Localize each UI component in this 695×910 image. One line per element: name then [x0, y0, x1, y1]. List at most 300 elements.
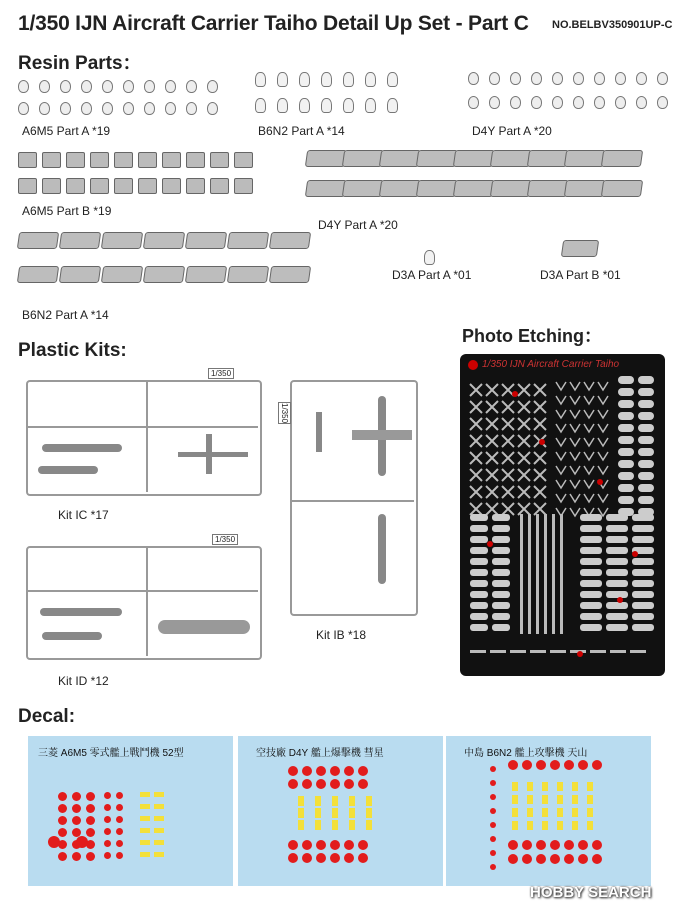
- resin-part: [365, 72, 376, 87]
- resin-part: [18, 178, 37, 194]
- decal-roundel: [116, 828, 123, 835]
- resin-part: [59, 266, 101, 283]
- decal-stripe: [298, 796, 304, 806]
- fret-part: [490, 650, 506, 653]
- resin-part: [207, 80, 218, 93]
- decal-roundel: [330, 779, 340, 789]
- fret-part: [584, 438, 594, 446]
- fret-part: [580, 569, 602, 576]
- fret-part: [617, 597, 623, 603]
- fret-part: [470, 650, 486, 653]
- fret-part: [580, 602, 602, 609]
- decal-roundel: [104, 804, 111, 811]
- decal-stripe: [154, 852, 164, 857]
- resin-part: [594, 72, 605, 85]
- fret-part: [584, 410, 594, 418]
- fret-part: [638, 460, 654, 468]
- resin-label-d3a-part-b: D3A Part B *01: [540, 268, 621, 282]
- fret-part: [534, 452, 546, 464]
- resin-part: [144, 80, 155, 93]
- decal-stripe: [542, 782, 548, 791]
- decal-stripe: [527, 821, 533, 830]
- resin-part: [564, 180, 606, 197]
- decal-roundel: [72, 852, 81, 861]
- fret-part: [518, 384, 530, 396]
- resin-part: [18, 80, 29, 93]
- fret-part: [470, 569, 488, 576]
- fret-part: [618, 448, 634, 456]
- resin-part: [165, 102, 176, 115]
- resin-part: [186, 178, 205, 194]
- fret-part: [550, 650, 566, 653]
- decal-stripe: [587, 808, 593, 817]
- resin-part: [66, 152, 85, 168]
- kit-ic-label: Kit IC *17: [58, 508, 109, 522]
- decal-title-d4y: 空技廠 D4Y 艦上爆擊機 彗星: [256, 748, 384, 759]
- decal-stripe: [512, 782, 518, 791]
- resin-part: [18, 102, 29, 115]
- decal-roundel: [302, 779, 312, 789]
- resin-part: [234, 178, 253, 194]
- fret-part: [618, 424, 634, 432]
- fret-part: [577, 651, 583, 657]
- fret-part: [580, 525, 602, 532]
- decal-roundel: [358, 766, 368, 776]
- decal-stripe: [512, 795, 518, 804]
- decal-roundel: [86, 816, 95, 825]
- resin-part: [227, 266, 269, 283]
- fret-part: [618, 484, 634, 492]
- resin-part: [636, 96, 647, 109]
- fret-part: [518, 486, 530, 498]
- decal-roundel: [58, 852, 67, 861]
- decal-stripe: [527, 808, 533, 817]
- fret-part: [598, 424, 608, 432]
- decal-roundel: [288, 840, 298, 850]
- resin-part: [114, 152, 133, 168]
- resin-part: [207, 102, 218, 115]
- decal-roundel: [58, 816, 67, 825]
- kit-ib-sprue-image: [280, 380, 418, 616]
- fret-part: [638, 436, 654, 444]
- decal-roundel: [330, 766, 340, 776]
- fret-part: [606, 525, 628, 532]
- decal-stripe: [315, 820, 321, 830]
- decal-roundel: [58, 804, 67, 813]
- resin-part: [59, 232, 101, 249]
- resin-part: [17, 266, 59, 283]
- decal-roundel: [578, 854, 588, 864]
- fret-part: [606, 580, 628, 587]
- decal-stripe: [140, 816, 150, 821]
- decal-roundel: [490, 780, 496, 786]
- fret-part: [570, 410, 580, 418]
- page-title: 1/350 IJN Aircraft Carrier Taiho Detail Up Set - Part C: [18, 12, 529, 35]
- fret-part: [470, 486, 482, 498]
- decal-stripe: [557, 782, 563, 791]
- resin-part: [531, 72, 542, 85]
- resin-a6m5-part-a-image: [18, 80, 228, 124]
- fret-part: [580, 547, 602, 554]
- resin-part: [162, 178, 181, 194]
- decal-roundel: [76, 836, 88, 848]
- decal-roundel: [344, 853, 354, 863]
- decal-stripe: [587, 821, 593, 830]
- decal-roundel: [316, 766, 326, 776]
- fret-part: [502, 401, 514, 413]
- fret-part: [570, 424, 580, 432]
- decal-roundel: [490, 794, 496, 800]
- decal-stripe: [587, 782, 593, 791]
- resin-part: [453, 150, 495, 167]
- resin-part: [101, 232, 143, 249]
- resin-label-a6m5-part-b: A6M5 Part B *19: [22, 204, 112, 218]
- resin-part: [379, 180, 421, 197]
- fret-part: [570, 382, 580, 390]
- resin-part: [255, 72, 266, 87]
- decal-roundel: [288, 853, 298, 863]
- fret-title: 1/350 IJN Aircraft Carrier Taiho: [482, 359, 620, 370]
- decal-stripe: [140, 828, 150, 833]
- fret-part: [580, 580, 602, 587]
- fret-part: [502, 503, 514, 515]
- resin-part: [490, 180, 532, 197]
- decal-title-b6n2: 中島 B6N2 艦上攻擊機 天山: [464, 748, 588, 759]
- resin-part: [531, 96, 542, 109]
- decal-roundel: [104, 840, 111, 847]
- fret-part: [580, 514, 602, 521]
- fret-part: [470, 613, 488, 620]
- resin-part: [564, 150, 606, 167]
- decal-roundel: [564, 854, 574, 864]
- decal-roundel: [578, 760, 588, 770]
- decal-roundel: [592, 840, 602, 850]
- decal-roundel: [72, 804, 81, 813]
- decal-stripe: [140, 804, 150, 809]
- kit-ib-scale-tab: 1/350: [280, 403, 289, 424]
- decal-roundel: [536, 854, 546, 864]
- resin-part: [489, 96, 500, 109]
- fret-part: [534, 401, 546, 413]
- decal-roundel: [490, 850, 496, 856]
- resin-part: [416, 150, 458, 167]
- fret-part: [470, 624, 488, 631]
- resin-part: [81, 80, 92, 93]
- decal-roundel: [508, 854, 518, 864]
- resin-part: [527, 180, 569, 197]
- decal-roundel: [58, 828, 67, 837]
- decal-roundel: [550, 854, 560, 864]
- fret-part: [470, 547, 488, 554]
- fret-part: [638, 496, 654, 504]
- decal-roundel: [302, 840, 312, 850]
- fret-part: [556, 466, 566, 474]
- fret-part: [534, 418, 546, 430]
- decal-stripe: [154, 804, 164, 809]
- decal-roundel: [48, 836, 60, 848]
- resin-part: [144, 102, 155, 115]
- decal-roundel: [522, 760, 532, 770]
- resin-part: [269, 266, 311, 283]
- product-code: NO.BELBV350901UP-C: [552, 19, 673, 31]
- fret-part: [632, 569, 654, 576]
- fret-part: [606, 613, 628, 620]
- resin-part: [102, 80, 113, 93]
- fret-part: [570, 466, 580, 474]
- fret-part: [470, 536, 488, 543]
- decal-stripe: [572, 821, 578, 830]
- fret-part: [486, 503, 498, 515]
- fret-part: [492, 613, 510, 620]
- decal-roundel: [578, 840, 588, 850]
- decal-roundel: [316, 779, 326, 789]
- resin-label-a6m5-part-a: A6M5 Part A *19: [22, 124, 111, 138]
- fret-part: [606, 514, 628, 521]
- fret-part: [486, 452, 498, 464]
- resin-part: [468, 72, 479, 85]
- resin-part: [90, 152, 109, 168]
- resin-part: [269, 232, 311, 249]
- decal-stripe: [587, 795, 593, 804]
- decal-roundel: [490, 766, 496, 772]
- resin-part: [299, 98, 310, 113]
- kit-ic-scale-tab: 1/350: [208, 368, 234, 379]
- fret-part: [580, 558, 602, 565]
- resin-part: [490, 150, 532, 167]
- fret-part: [560, 514, 563, 634]
- decal-roundel: [550, 760, 560, 770]
- fret-part: [556, 410, 566, 418]
- decal-stripe: [140, 792, 150, 797]
- resin-part: [277, 72, 288, 87]
- resin-part: [594, 96, 605, 109]
- kit-id-scale-tab: 1/350: [212, 534, 238, 545]
- resin-part: [66, 178, 85, 194]
- fret-part: [470, 580, 488, 587]
- resin-part: [162, 152, 181, 168]
- resin-part: [39, 102, 50, 115]
- resin-part: [60, 80, 71, 93]
- decal-roundel: [592, 854, 602, 864]
- resin-part: [299, 72, 310, 87]
- resin-part: [102, 102, 113, 115]
- fret-part: [492, 558, 510, 565]
- decal-roundel: [316, 853, 326, 863]
- decal-roundel: [490, 822, 496, 828]
- resin-part: [138, 152, 157, 168]
- fret-part: [606, 624, 628, 631]
- decal-stripe: [332, 808, 338, 818]
- fret-part: [618, 496, 634, 504]
- resin-part: [379, 150, 421, 167]
- fret-part: [570, 508, 580, 516]
- resin-label-b6n2-part-a: B6N2 Part A *14: [258, 124, 345, 138]
- decal-sheet-d4y: [238, 736, 443, 886]
- decal-roundel: [302, 853, 312, 863]
- decal-stripe: [315, 796, 321, 806]
- fret-part: [632, 536, 654, 543]
- decal-roundel: [358, 779, 368, 789]
- resin-b6n2-part-a-trays-image: [18, 232, 318, 294]
- fret-part: [556, 438, 566, 446]
- decal-roundel: [288, 766, 298, 776]
- decal-stripe: [512, 821, 518, 830]
- resin-part: [305, 180, 347, 197]
- resin-part: [210, 152, 229, 168]
- resin-part: [615, 96, 626, 109]
- photo-etching-heading: Photo Etching：: [462, 326, 602, 346]
- resin-part: [305, 150, 347, 167]
- fret-part: [552, 514, 555, 634]
- decal-roundel: [104, 828, 111, 835]
- resin-a6m5-part-b-image: [18, 152, 268, 198]
- fret-part: [470, 602, 488, 609]
- resin-part: [387, 98, 398, 113]
- fret-part: [580, 624, 602, 631]
- fret-part: [632, 558, 654, 565]
- fret-part: [606, 602, 628, 609]
- decal-stripe: [366, 808, 372, 818]
- decal-roundel: [490, 836, 496, 842]
- decal-sheet-b6n2: [446, 736, 651, 886]
- fret-part: [518, 401, 530, 413]
- fret-part: [492, 547, 510, 554]
- resin-part: [138, 178, 157, 194]
- fret-part: [598, 452, 608, 460]
- decal-roundel: [490, 808, 496, 814]
- decal-roundel: [86, 804, 95, 813]
- fret-part: [470, 503, 482, 515]
- resin-part: [321, 98, 332, 113]
- resin-part: [277, 98, 288, 113]
- fret-part: [470, 558, 488, 565]
- decal-stripe: [315, 808, 321, 818]
- resin-d4y-part-a-image: [468, 72, 673, 120]
- watermark: HOBBY SEARCH: [530, 884, 652, 901]
- decal-stripe: [557, 808, 563, 817]
- fret-part: [518, 418, 530, 430]
- resin-part: [186, 80, 197, 93]
- decal-roundel: [72, 816, 81, 825]
- decal-roundel: [86, 792, 95, 801]
- fret-part: [570, 452, 580, 460]
- fret-part: [630, 650, 646, 653]
- resin-part: [416, 180, 458, 197]
- resin-part: [234, 152, 253, 168]
- decal-stripe: [527, 782, 533, 791]
- fret-part: [606, 536, 628, 543]
- fret-part: [580, 613, 602, 620]
- fret-part: [618, 436, 634, 444]
- decal-sheet-a6m5: [28, 736, 233, 886]
- fret-part: [610, 650, 626, 653]
- decal-stripe: [557, 821, 563, 830]
- resin-part: [552, 72, 563, 85]
- fret-part: [584, 396, 594, 404]
- fret-part: [638, 448, 654, 456]
- decal-stripe: [154, 840, 164, 845]
- resin-part: [39, 80, 50, 93]
- fret-part: [638, 472, 654, 480]
- fret-part: [598, 494, 608, 502]
- fret-part: [502, 486, 514, 498]
- fret-part: [510, 650, 526, 653]
- fret-part: [556, 480, 566, 488]
- fret-part: [618, 400, 634, 408]
- fret-part: [584, 494, 594, 502]
- fret-part: [584, 424, 594, 432]
- fret-part: [492, 602, 510, 609]
- fret-part: [632, 580, 654, 587]
- resin-part: [552, 96, 563, 109]
- decal-roundel: [104, 792, 111, 799]
- resin-b6n2-part-a-image: [255, 72, 415, 124]
- decal-roundel: [358, 853, 368, 863]
- resin-label-d4y-part-a: D4Y Part A *20: [472, 124, 552, 138]
- decal-stripe: [349, 808, 355, 818]
- resin-d4y-part-a-trays-image: [306, 150, 666, 210]
- decal-stripe: [366, 796, 372, 806]
- decal-roundel: [536, 760, 546, 770]
- fret-part: [536, 514, 539, 634]
- resin-part: [342, 180, 384, 197]
- resin-part: [227, 232, 269, 249]
- fret-part: [492, 624, 510, 631]
- fret-part: [618, 460, 634, 468]
- resin-label-d3a-part-a: D3A Part A *01: [392, 268, 472, 282]
- kit-ib-label: Kit IB *18: [316, 628, 367, 642]
- fret-part: [486, 401, 498, 413]
- resin-part: [343, 72, 354, 87]
- photo-etching-fret-image: [460, 354, 665, 676]
- resin-part: [343, 98, 354, 113]
- resin-part: [615, 72, 626, 85]
- plastic-kits-heading: Plastic Kits:: [18, 340, 127, 361]
- fret-part: [470, 591, 488, 598]
- resin-part: [60, 102, 71, 115]
- fret-part: [486, 384, 498, 396]
- resin-parts-heading: Resin Parts：: [18, 53, 142, 74]
- decal-roundel: [508, 840, 518, 850]
- decal-stripe: [542, 795, 548, 804]
- fret-part: [556, 382, 566, 390]
- fret-part: [580, 591, 602, 598]
- resin-part: [143, 232, 185, 249]
- fret-part: [518, 503, 530, 515]
- resin-part: [255, 98, 266, 113]
- fret-part: [534, 503, 546, 515]
- fret-part: [512, 391, 518, 397]
- fret-part: [638, 400, 654, 408]
- fret-part: [618, 412, 634, 420]
- fret-part: [632, 514, 654, 521]
- resin-part: [601, 180, 643, 197]
- resin-part: [123, 80, 134, 93]
- fret-part: [606, 558, 628, 565]
- fret-part: [584, 480, 594, 488]
- resin-part: [489, 72, 500, 85]
- resin-part: [510, 72, 521, 85]
- fret-part: [534, 384, 546, 396]
- resin-part: [90, 178, 109, 194]
- fret-part: [606, 569, 628, 576]
- resin-part: [42, 152, 61, 168]
- fret-part: [492, 591, 510, 598]
- resin-part: [17, 232, 59, 249]
- fret-parts-drawing: [460, 354, 665, 676]
- decal-stripe: [572, 808, 578, 817]
- fret-part: [502, 435, 514, 447]
